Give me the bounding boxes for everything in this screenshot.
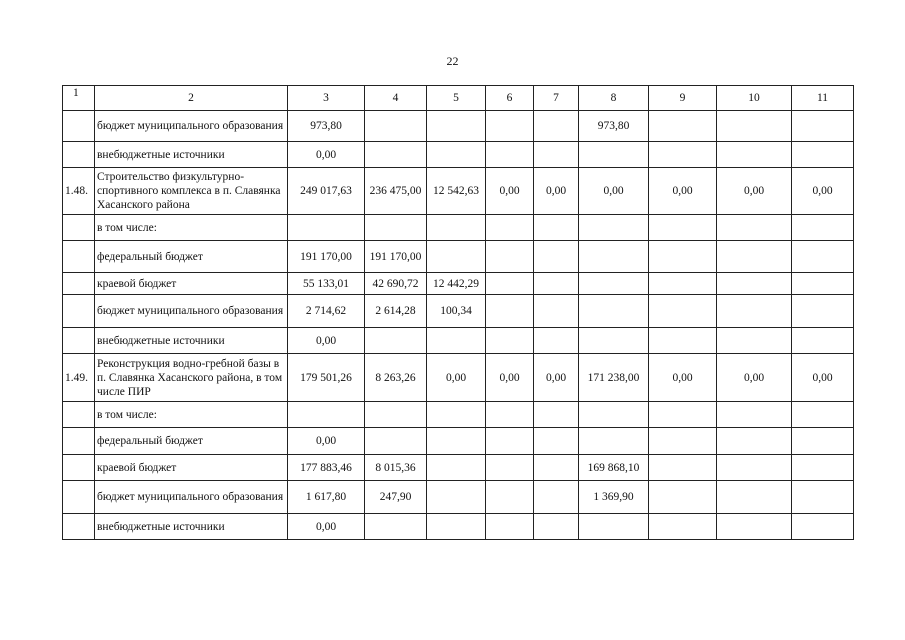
cell-col-5 [427, 402, 486, 428]
cell-col-10 [717, 455, 792, 481]
cell-col-5: 100,34 [427, 295, 486, 328]
table-row [63, 328, 854, 354]
cell-col-9 [649, 215, 717, 241]
row-name: внебюджетные источники [95, 514, 288, 540]
cell-col-5 [427, 514, 486, 540]
cell-col-6: 0,00 [486, 168, 534, 215]
cell-col-7: 0,00 [534, 168, 579, 215]
cell-col-4: 8 263,26 [365, 354, 427, 402]
cell-col-3: 0,00 [288, 328, 365, 354]
cell-col-10 [717, 241, 792, 273]
table-header-row [63, 86, 854, 111]
cell-col-11 [792, 215, 854, 241]
cell-col-7 [534, 273, 579, 295]
column-header-10: 10 [717, 86, 792, 111]
cell-col-4: 2 614,28 [365, 295, 427, 328]
cell-col-11 [792, 514, 854, 540]
cell-col-3 [288, 215, 365, 241]
cell-col-4: 8 015,36 [365, 455, 427, 481]
row-number [63, 481, 95, 514]
column-header-3: 3 [288, 86, 365, 111]
cell-col-9 [649, 514, 717, 540]
cell-col-3: 0,00 [288, 142, 365, 168]
cell-col-4 [365, 328, 427, 354]
page-number: 22 [446, 54, 459, 68]
cell-col-6 [486, 481, 534, 514]
cell-col-10: 0,00 [717, 354, 792, 402]
table-row [63, 168, 854, 215]
cell-col-10 [717, 428, 792, 455]
column-header-6: 6 [486, 86, 534, 111]
row-name: внебюджетные источники [95, 328, 288, 354]
cell-col-6 [486, 111, 534, 142]
cell-col-7 [534, 142, 579, 168]
cell-col-11 [792, 111, 854, 142]
cell-col-5 [427, 428, 486, 455]
cell-col-7 [534, 295, 579, 328]
cell-col-9 [649, 295, 717, 328]
cell-col-5: 0,00 [427, 354, 486, 402]
row-name: федеральный бюджет [95, 241, 288, 273]
cell-col-6 [486, 428, 534, 455]
cell-col-7 [534, 402, 579, 428]
cell-col-9: 0,00 [649, 354, 717, 402]
cell-col-9 [649, 328, 717, 354]
table-row [63, 295, 854, 328]
cell-col-7 [534, 328, 579, 354]
cell-col-3: 249 017,63 [288, 168, 365, 215]
table-row [63, 428, 854, 455]
column-header-7: 7 [534, 86, 579, 111]
cell-col-9 [649, 241, 717, 273]
cell-col-8 [579, 295, 649, 328]
cell-col-3: 0,00 [288, 514, 365, 540]
cell-col-6 [486, 514, 534, 540]
column-header-11: 11 [792, 86, 854, 111]
cell-col-7 [534, 215, 579, 241]
column-header-1: 1 [63, 86, 95, 111]
cell-col-11 [792, 402, 854, 428]
cell-col-7 [534, 455, 579, 481]
cell-col-8: 0,00 [579, 168, 649, 215]
row-number [63, 273, 95, 295]
cell-col-11 [792, 142, 854, 168]
cell-col-10 [717, 481, 792, 514]
cell-col-9 [649, 402, 717, 428]
cell-col-8 [579, 142, 649, 168]
cell-col-5 [427, 328, 486, 354]
cell-col-4 [365, 514, 427, 540]
row-number: 1.49. [63, 354, 95, 402]
cell-col-11 [792, 295, 854, 328]
cell-col-8 [579, 328, 649, 354]
cell-col-10 [717, 295, 792, 328]
cell-col-9 [649, 142, 717, 168]
cell-col-10 [717, 328, 792, 354]
cell-col-8 [579, 273, 649, 295]
cell-col-7 [534, 428, 579, 455]
cell-col-6 [486, 273, 534, 295]
cell-col-6 [486, 295, 534, 328]
cell-col-11: 0,00 [792, 168, 854, 215]
cell-col-11 [792, 273, 854, 295]
cell-col-11 [792, 428, 854, 455]
cell-col-10 [717, 142, 792, 168]
cell-col-4 [365, 428, 427, 455]
row-name: бюджет муниципального образования [95, 295, 288, 328]
cell-col-6: 0,00 [486, 354, 534, 402]
cell-col-9 [649, 111, 717, 142]
cell-col-6 [486, 215, 534, 241]
row-number [63, 402, 95, 428]
row-name: бюджет муниципального образования [95, 481, 288, 514]
table-row [63, 481, 854, 514]
cell-col-5 [427, 142, 486, 168]
cell-col-11 [792, 455, 854, 481]
cell-col-10: 0,00 [717, 168, 792, 215]
table-row [63, 215, 854, 241]
cell-col-3 [288, 402, 365, 428]
cell-col-6 [486, 241, 534, 273]
row-number [63, 455, 95, 481]
cell-col-7 [534, 111, 579, 142]
cell-col-7 [534, 241, 579, 273]
table-row [63, 514, 854, 540]
cell-col-4 [365, 215, 427, 241]
row-name: в том числе: [95, 215, 288, 241]
table-row [63, 402, 854, 428]
cell-col-4: 236 475,00 [365, 168, 427, 215]
cell-col-5 [427, 455, 486, 481]
cell-col-4: 42 690,72 [365, 273, 427, 295]
row-name: бюджет муниципального образования [95, 111, 288, 142]
row-number [63, 328, 95, 354]
row-number [63, 215, 95, 241]
cell-col-7 [534, 481, 579, 514]
row-number [63, 514, 95, 540]
cell-col-4 [365, 402, 427, 428]
row-number: 1.48. [63, 168, 95, 215]
cell-col-10 [717, 273, 792, 295]
row-number [63, 428, 95, 455]
row-name: внебюджетные источники [95, 142, 288, 168]
cell-col-8: 1 369,90 [579, 481, 649, 514]
row-number [63, 111, 95, 142]
cell-col-3: 179 501,26 [288, 354, 365, 402]
row-name: краевой бюджет [95, 273, 288, 295]
cell-col-9 [649, 455, 717, 481]
cell-col-4: 191 170,00 [365, 241, 427, 273]
row-number [63, 142, 95, 168]
cell-col-3: 2 714,62 [288, 295, 365, 328]
cell-col-10 [717, 402, 792, 428]
cell-col-5 [427, 215, 486, 241]
cell-col-5: 12 442,29 [427, 273, 486, 295]
column-header-4: 4 [365, 86, 427, 111]
row-name: в том числе: [95, 402, 288, 428]
cell-col-6 [486, 402, 534, 428]
cell-col-6 [486, 142, 534, 168]
cell-col-5 [427, 241, 486, 273]
cell-col-10 [717, 215, 792, 241]
budget-table [62, 85, 854, 540]
cell-col-10 [717, 514, 792, 540]
column-header-5: 5 [427, 86, 486, 111]
row-name: Строительство физкультурно-спортивного комплекса в п. Славянка Хасанского района [95, 168, 288, 215]
table-row [63, 455, 854, 481]
cell-col-9 [649, 428, 717, 455]
cell-col-3: 177 883,46 [288, 455, 365, 481]
cell-col-5: 12 542,63 [427, 168, 486, 215]
cell-col-10 [717, 111, 792, 142]
cell-col-8: 169 868,10 [579, 455, 649, 481]
cell-col-7: 0,00 [534, 354, 579, 402]
cell-col-9 [649, 481, 717, 514]
cell-col-8 [579, 428, 649, 455]
cell-col-3: 0,00 [288, 428, 365, 455]
column-header-8: 8 [579, 86, 649, 111]
cell-col-3: 1 617,80 [288, 481, 365, 514]
cell-col-11: 0,00 [792, 354, 854, 402]
cell-col-8 [579, 241, 649, 273]
cell-col-3: 973,80 [288, 111, 365, 142]
cell-col-5 [427, 111, 486, 142]
row-name: Реконструкция водно-гребной базы в п. Славянка Хасанского района, в том числе ПИР [95, 354, 288, 402]
table-row [63, 273, 854, 295]
cell-col-11 [792, 328, 854, 354]
cell-col-5 [427, 481, 486, 514]
table-row [63, 111, 854, 142]
cell-col-11 [792, 481, 854, 514]
cell-col-9 [649, 273, 717, 295]
cell-col-4 [365, 142, 427, 168]
column-header-9: 9 [649, 86, 717, 111]
cell-col-4: 247,90 [365, 481, 427, 514]
row-number [63, 241, 95, 273]
cell-col-3: 55 133,01 [288, 273, 365, 295]
row-name: федеральный бюджет [95, 428, 288, 455]
cell-col-6 [486, 455, 534, 481]
row-name: краевой бюджет [95, 455, 288, 481]
table-row [63, 142, 854, 168]
cell-col-11 [792, 241, 854, 273]
table-body [63, 111, 854, 540]
cell-col-3: 191 170,00 [288, 241, 365, 273]
column-header-2: 2 [95, 86, 288, 111]
cell-col-8: 973,80 [579, 111, 649, 142]
row-number [63, 295, 95, 328]
cell-col-8 [579, 402, 649, 428]
table-row [63, 354, 854, 402]
cell-col-9: 0,00 [649, 168, 717, 215]
cell-col-8 [579, 514, 649, 540]
table-row [63, 241, 854, 273]
cell-col-4 [365, 111, 427, 142]
cell-col-8: 171 238,00 [579, 354, 649, 402]
cell-col-6 [486, 328, 534, 354]
cell-col-8 [579, 215, 649, 241]
cell-col-7 [534, 514, 579, 540]
